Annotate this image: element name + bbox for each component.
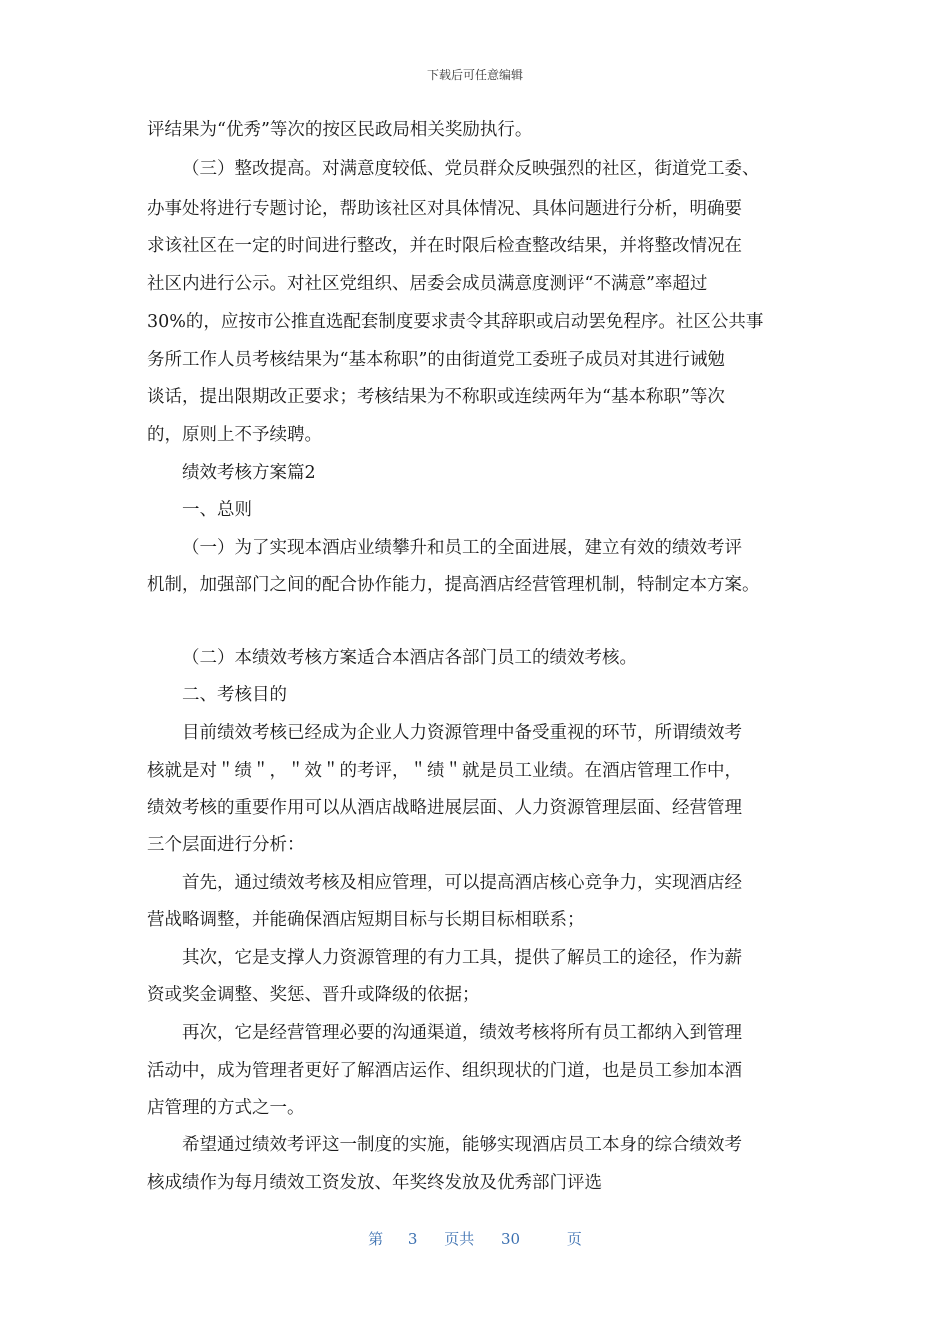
text-line: 首先，通过绩效考核及相应管理，可以提高酒店核心竞争力，实现酒店经 bbox=[182, 873, 742, 893]
footer-mid: 页共 bbox=[444, 1230, 475, 1248]
text-line: 活动中，成为管理者更好了解酒店运作、组织现状的门道，也是员工参加本酒 bbox=[147, 1061, 742, 1081]
page-footer bbox=[0, 1228, 950, 1249]
text-line: 资或奖金调整、奖惩、晋升或降级的依据； bbox=[147, 985, 480, 1005]
text-line: 营战略调整，并能确保酒店短期目标与长期目标相联系； bbox=[147, 910, 585, 930]
text-line: 三个层面进行分析： bbox=[147, 835, 305, 855]
page-header: 下载后可任意编辑 bbox=[426, 68, 523, 82]
text-line: 办事处将进行专题讨论，帮助该社区对具体情况、具体问题进行分析，明确要 bbox=[147, 199, 742, 219]
text-line: （三）整改提高。对满意度较低、党员群众反映强烈的社区，街道党工委、 bbox=[182, 159, 760, 179]
section-title: 绩效考核方案篇2 bbox=[182, 463, 316, 483]
text-line: 谈话，提出限期改正要求；考核结果为不称职或连续两年为“基本称职”等次 bbox=[147, 387, 725, 407]
total-pages: 30 bbox=[501, 1230, 521, 1248]
text-line: 机制，加强部门之间的配合协作能力，提高酒店经营管理机制，特制定本方案。 bbox=[147, 575, 760, 595]
text-line: 社区内进行公示。对社区党组织、居委会成员满意度测评“不满意”率超过 bbox=[147, 274, 708, 294]
text-line: 务所工作人员考核结果为“基本称职”的由街道党工委班子成员对其进行诫勉 bbox=[147, 350, 725, 370]
text-line: 求该社区在一定的时间进行整改，并在时限后检查整改结果，并将整改情况在 bbox=[147, 236, 742, 256]
text-line: 再次，它是经营管理必要的沟通渠道，绩效考核将所有员工都纳入到管理 bbox=[182, 1023, 742, 1043]
text-line: （二）本绩效考核方案适合本酒店各部门员工的绩效考核。 bbox=[182, 648, 637, 668]
footer-prefix: 第 bbox=[368, 1230, 384, 1248]
heading: 一、总则 bbox=[182, 500, 252, 520]
text-line: 店管理的方式之一。 bbox=[147, 1098, 305, 1118]
heading: 二、考核目的 bbox=[182, 685, 287, 705]
text-line: 的，原则上不予续聘。 bbox=[147, 425, 322, 445]
text-line: （一）为了实现本酒店业绩攀升和员工的全面进展，建立有效的绩效考评 bbox=[182, 538, 742, 558]
text-line: 评结果为“优秀”等次的按区民政局相关奖励执行。 bbox=[147, 120, 533, 140]
footer-suffix: 页 bbox=[566, 1230, 582, 1248]
text-line: 30%的，应按市公推直选配套制度要求责令其辞职或启动罢免程序。社区公共事 bbox=[147, 312, 764, 332]
page-number: 3 bbox=[407, 1230, 418, 1248]
text-line: 目前绩效考核已经成为企业人力资源管理中备受重视的环节，所谓绩效考 bbox=[182, 723, 742, 743]
text-line: 核就是对＂绩＂，＂效＂的考评，＂绩＂就是员工业绩。在酒店管理工作中， bbox=[147, 761, 742, 781]
text-line: 其次，它是支撑人力资源管理的有力工具，提供了解员工的途径，作为薪 bbox=[182, 948, 742, 968]
text-line: 核成绩作为每月绩效工资发放、年奖终发放及优秀部门评选 bbox=[147, 1173, 602, 1193]
text-line: 绩效考核的重要作用可以从酒店战略进展层面、人力资源管理层面、经营管理 bbox=[147, 798, 742, 818]
text-line: 希望通过绩效考评这一制度的实施，能够实现酒店员工本身的综合绩效考 bbox=[182, 1135, 742, 1155]
